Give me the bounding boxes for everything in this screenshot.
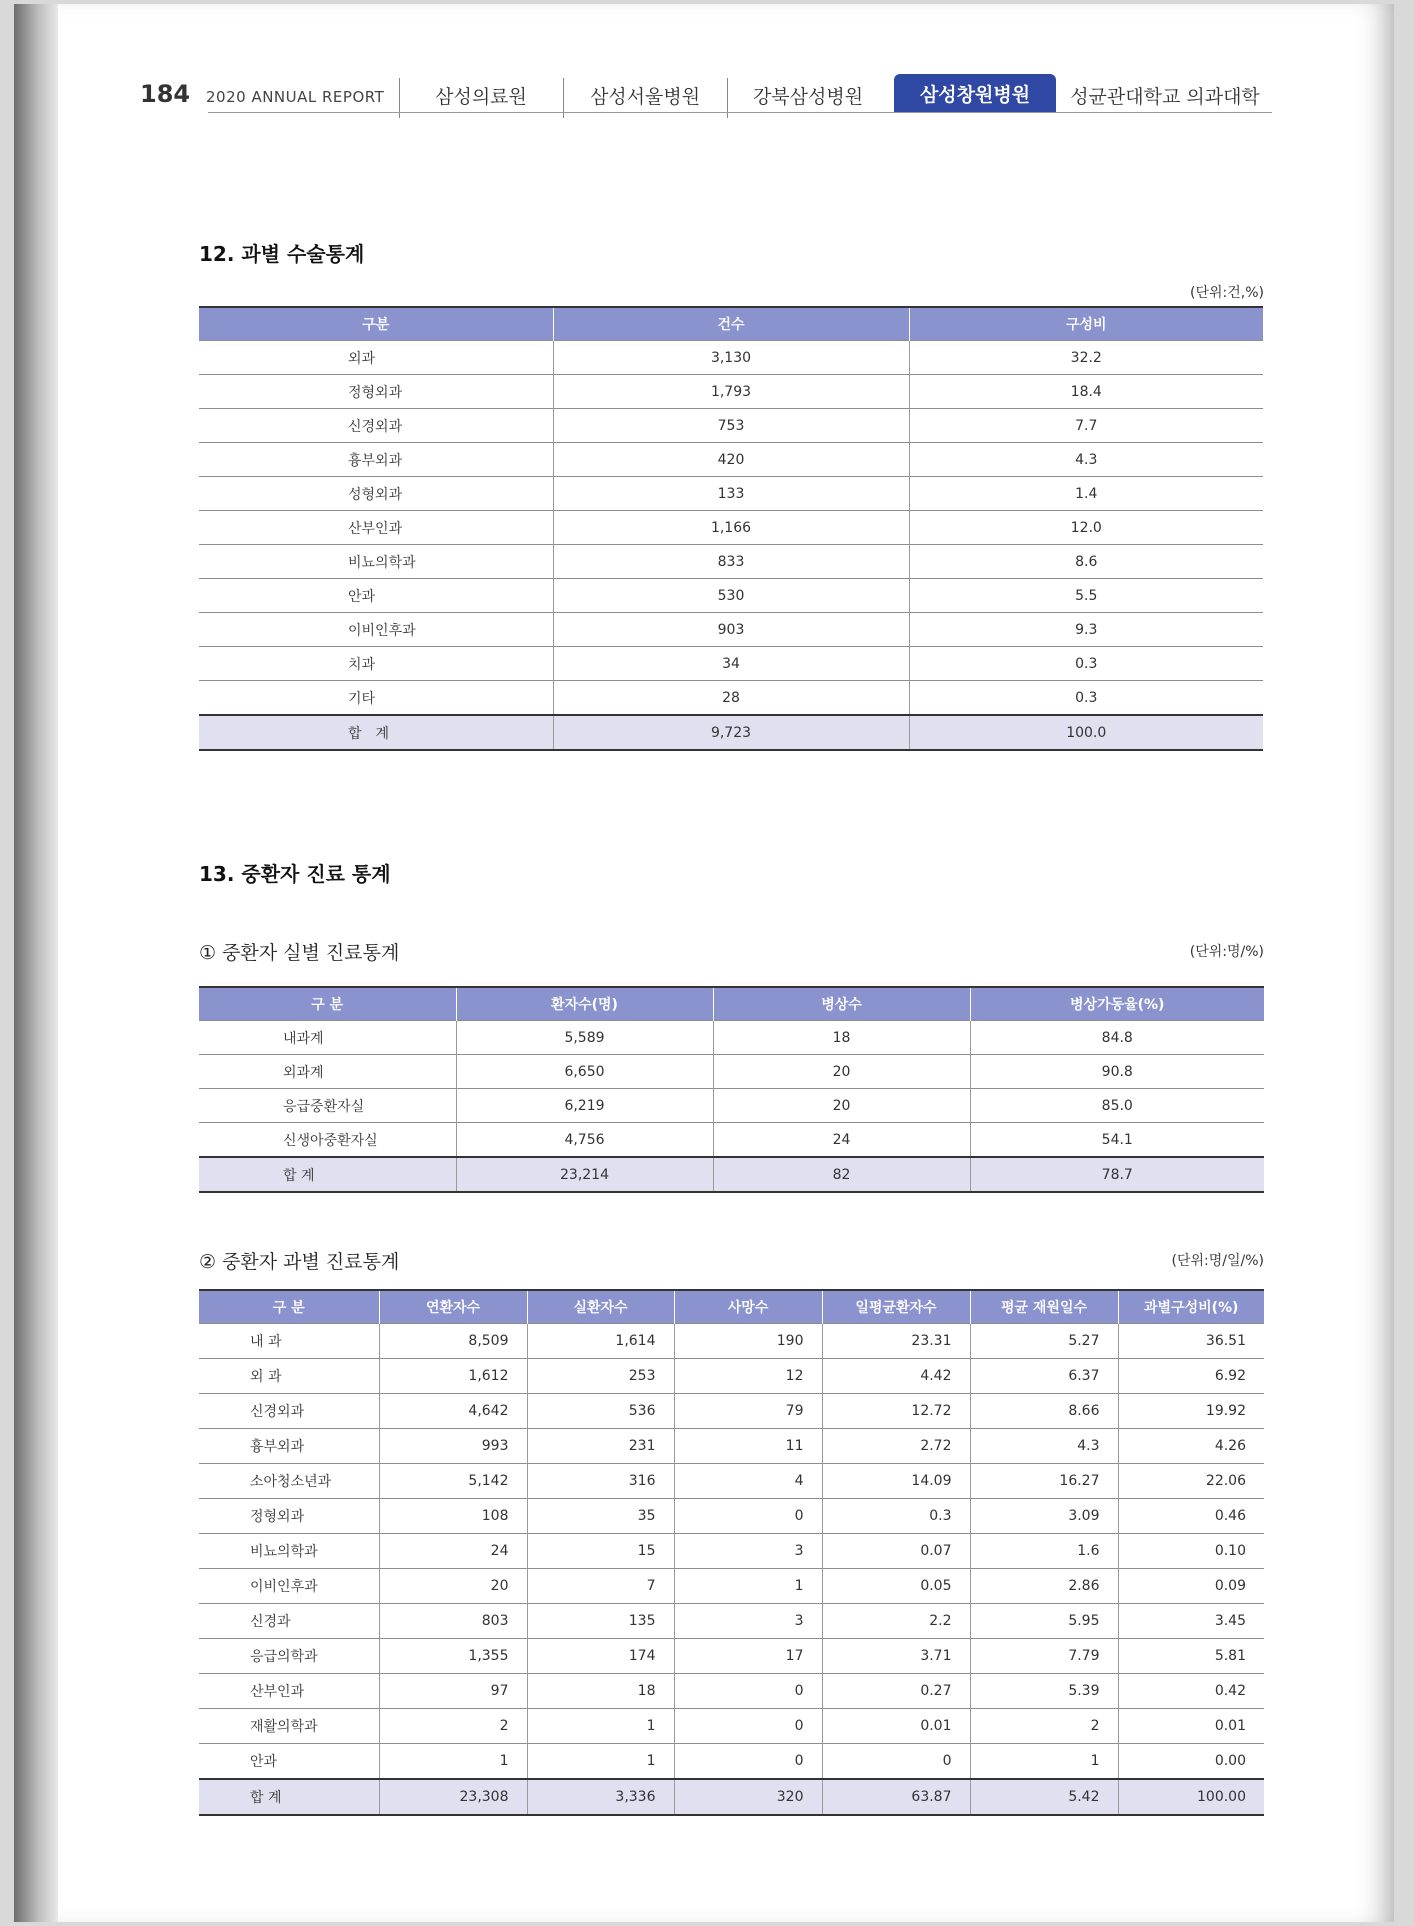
row-label-cell: 안과 [199, 579, 553, 613]
row-label-cell: 재활의학과 [199, 1709, 379, 1744]
table-cell: 6,219 [456, 1089, 713, 1123]
table-cell: 12 [674, 1359, 822, 1394]
row-label-cell: 성형외과 [199, 477, 553, 511]
table-cell: 5,589 [456, 1021, 713, 1055]
table-cell: 4.3 [970, 1429, 1118, 1464]
table-cell: 316 [527, 1464, 674, 1499]
table-row [199, 477, 1263, 511]
table-cell: 4,756 [456, 1123, 713, 1158]
table-cell: 0.3 [909, 681, 1263, 716]
table-cell: 28 [553, 681, 909, 716]
table-cell: 903 [553, 613, 909, 647]
table-row [199, 1429, 1264, 1464]
table-cell: 0.07 [822, 1534, 970, 1569]
table-cell: 14.09 [822, 1464, 970, 1499]
table-cell: 5,142 [379, 1464, 527, 1499]
table-cell: 4.3 [909, 443, 1263, 477]
table-row [199, 1569, 1264, 1604]
table-cell: 135 [527, 1604, 674, 1639]
row-label-cell: 내과계 [199, 1021, 456, 1055]
table-cell: 320 [674, 1779, 822, 1815]
table-cell: 18.4 [909, 375, 1263, 409]
table-cell: 4.42 [822, 1359, 970, 1394]
table-cell: 20 [713, 1055, 970, 1089]
table-cell: 1.6 [970, 1534, 1118, 1569]
table-cell: 0.00 [1118, 1744, 1264, 1780]
table-cell: 0.42 [1118, 1674, 1264, 1709]
table-cell: 18 [713, 1021, 970, 1055]
table-cell: 0 [674, 1499, 822, 1534]
table-total-row [199, 715, 1263, 750]
tab-kangbuk-samsung-hospital[interactable]: 강북삼성병원 [752, 85, 864, 108]
table-cell: 4,642 [379, 1394, 527, 1429]
table-row [199, 511, 1263, 545]
row-label-cell: 이비인후과 [199, 613, 553, 647]
surgery-stats-table [199, 306, 1263, 751]
table-cell: 1 [527, 1744, 674, 1780]
table-cell: 12.0 [909, 511, 1263, 545]
table-cell: 100.0 [909, 715, 1263, 750]
table-cell: 5.27 [970, 1324, 1118, 1359]
table-row [199, 1123, 1264, 1158]
table-cell: 9,723 [553, 715, 909, 750]
row-label-cell: 소아청소년과 [199, 1464, 379, 1499]
table-cell: 753 [553, 409, 909, 443]
table-row [199, 545, 1263, 579]
row-label-cell: 정형외과 [199, 375, 553, 409]
table-cell: 7.79 [970, 1639, 1118, 1674]
table-cell: 23,214 [456, 1157, 713, 1192]
table-row [199, 1744, 1264, 1780]
table-cell: 84.8 [970, 1021, 1264, 1055]
table-cell: 3,130 [553, 341, 909, 375]
table-cell: 17 [674, 1639, 822, 1674]
table-cell: 1 [527, 1709, 674, 1744]
row-label-cell: 외 과 [199, 1359, 379, 1394]
table-cell: 2.86 [970, 1569, 1118, 1604]
section-13-2-unit: (단위:명/일/%) [1171, 1253, 1264, 1269]
table-cell: 0.27 [822, 1674, 970, 1709]
table-cell: 530 [553, 579, 909, 613]
table-cell: 24 [379, 1534, 527, 1569]
table-row [199, 1709, 1264, 1744]
table-cell: 0 [822, 1744, 970, 1780]
table-cell: 20 [713, 1089, 970, 1123]
table-cell: 36.51 [1118, 1324, 1264, 1359]
table-cell: 0.01 [822, 1709, 970, 1744]
table-row [199, 1055, 1264, 1089]
table-cell: 5.95 [970, 1604, 1118, 1639]
section-13-1-unit: (단위:명/%) [1189, 944, 1264, 960]
table-cell: 108 [379, 1499, 527, 1534]
table-row [199, 341, 1263, 375]
table-cell: 2.2 [822, 1604, 970, 1639]
table-cell: 3.09 [970, 1499, 1118, 1534]
table-cell: 3.45 [1118, 1604, 1264, 1639]
row-label-cell: 신경과 [199, 1604, 379, 1639]
table-cell: 18 [527, 1674, 674, 1709]
row-label-cell: 합 계 [199, 715, 553, 750]
table-cell: 97 [379, 1674, 527, 1709]
section-13-title: 13. 중환자 진료 통계 [199, 862, 391, 886]
page-number: 184 [140, 80, 191, 108]
table-cell: 85.0 [970, 1089, 1264, 1123]
tab-samsung-changwon-hospital[interactable]: 삼성창원병원 [894, 74, 1056, 113]
table-cell: 5.5 [909, 579, 1263, 613]
table-cell: 1,355 [379, 1639, 527, 1674]
table-cell: 24 [713, 1123, 970, 1158]
table-cell: 11 [674, 1429, 822, 1464]
table-cell: 2 [970, 1709, 1118, 1744]
table-cell: 231 [527, 1429, 674, 1464]
report-title: 2020 ANNUAL REPORT [206, 88, 385, 106]
table-cell: 1 [970, 1744, 1118, 1780]
column-header: 과별구성비(%) [1118, 1290, 1264, 1324]
tab-skku-medical-school[interactable]: 성균관대학교 의과대학 [1070, 85, 1260, 108]
table-cell: 35 [527, 1499, 674, 1534]
table-cell: 6,650 [456, 1055, 713, 1089]
table-cell: 2.72 [822, 1429, 970, 1464]
table-cell: 79 [674, 1394, 822, 1429]
row-label-cell: 합 계 [199, 1157, 456, 1192]
book-spine [14, 4, 58, 1922]
row-label-cell: 산부인과 [199, 511, 553, 545]
table-cell: 1,614 [527, 1324, 674, 1359]
table-row [199, 375, 1263, 409]
row-label-cell: 신경외과 [199, 1394, 379, 1429]
table-cell: 420 [553, 443, 909, 477]
column-header: 병상가동율(%) [970, 987, 1264, 1021]
table-cell: 0 [674, 1744, 822, 1780]
tab-samsung-medical-center[interactable]: 삼성의료원 [435, 85, 527, 108]
icu-department-stats-table [199, 1289, 1264, 1816]
row-label-cell: 내 과 [199, 1324, 379, 1359]
row-label-cell: 치과 [199, 647, 553, 681]
report-page [58, 4, 1394, 1922]
column-header: 환자수(명) [456, 987, 713, 1021]
table-row [199, 579, 1263, 613]
table-row [199, 1464, 1264, 1499]
table-cell: 19.92 [1118, 1394, 1264, 1429]
table-cell: 54.1 [970, 1123, 1264, 1158]
table-cell: 9.3 [909, 613, 1263, 647]
table-cell: 0.01 [1118, 1709, 1264, 1744]
table-cell: 0 [674, 1709, 822, 1744]
table-cell: 253 [527, 1359, 674, 1394]
table-cell: 3 [674, 1604, 822, 1639]
table-row [199, 1639, 1264, 1674]
table-cell: 4 [674, 1464, 822, 1499]
row-label-cell: 비뇨의학과 [199, 1534, 379, 1569]
table-cell: 7 [527, 1569, 674, 1604]
table-cell: 0.05 [822, 1569, 970, 1604]
table-row [199, 1394, 1264, 1429]
table-cell: 174 [527, 1639, 674, 1674]
row-label-cell: 응급의학과 [199, 1639, 379, 1674]
table-row [199, 1534, 1264, 1569]
table-cell: 20 [379, 1569, 527, 1604]
table-cell: 2 [379, 1709, 527, 1744]
table-cell: 1,793 [553, 375, 909, 409]
table-row [199, 1324, 1264, 1359]
table-cell: 993 [379, 1429, 527, 1464]
table-cell: 1 [674, 1569, 822, 1604]
table-cell: 82 [713, 1157, 970, 1192]
table-cell: 133 [553, 477, 909, 511]
column-header: 구성비 [909, 307, 1263, 341]
table-cell: 23.31 [822, 1324, 970, 1359]
row-label-cell: 산부인과 [199, 1674, 379, 1709]
table-row [199, 443, 1263, 477]
table-cell: 0.46 [1118, 1499, 1264, 1534]
table-cell: 1.4 [909, 477, 1263, 511]
row-label-cell: 이비인후과 [199, 1569, 379, 1604]
row-label-cell: 안과 [199, 1744, 379, 1780]
table-cell: 78.7 [970, 1157, 1264, 1192]
table-cell: 190 [674, 1324, 822, 1359]
row-label-cell: 신경외과 [199, 409, 553, 443]
column-header: 평균 재원일수 [970, 1290, 1118, 1324]
section-13-1-title: ① 중환자 실별 진료통계 [199, 942, 400, 964]
table-cell: 8,509 [379, 1324, 527, 1359]
table-cell: 833 [553, 545, 909, 579]
table-row [199, 1021, 1264, 1055]
table-cell: 15 [527, 1534, 674, 1569]
table-cell: 1 [379, 1744, 527, 1780]
row-label-cell: 정형외과 [199, 1499, 379, 1534]
table-cell: 0.3 [822, 1499, 970, 1534]
table-cell: 12.72 [822, 1394, 970, 1429]
row-label-cell: 비뇨의학과 [199, 545, 553, 579]
column-header: 건수 [553, 307, 909, 341]
table-cell: 23,308 [379, 1779, 527, 1815]
icu-unit-stats-table [199, 986, 1264, 1193]
table-cell: 0.3 [909, 647, 1263, 681]
row-label-cell: 합 계 [199, 1779, 379, 1815]
column-header: 구분 [199, 307, 553, 341]
column-header: 병상수 [713, 987, 970, 1021]
tab-samsung-seoul-hospital[interactable]: 삼성서울병원 [589, 85, 701, 108]
table-cell: 32.2 [909, 341, 1263, 375]
table-cell: 6.92 [1118, 1359, 1264, 1394]
table-cell: 22.06 [1118, 1464, 1264, 1499]
table-row [199, 1359, 1264, 1394]
row-label-cell: 외과 [199, 341, 553, 375]
table-row [199, 647, 1263, 681]
column-header: 구 분 [199, 987, 456, 1021]
table-row [199, 1089, 1264, 1123]
table-cell: 8.66 [970, 1394, 1118, 1429]
table-cell: 3.71 [822, 1639, 970, 1674]
table-row [199, 1674, 1264, 1709]
table-row [199, 1604, 1264, 1639]
table-row [199, 681, 1263, 716]
table-cell: 7.7 [909, 409, 1263, 443]
table-cell: 5.42 [970, 1779, 1118, 1815]
row-label-cell: 신생아중환자실 [199, 1123, 456, 1158]
table-cell: 3,336 [527, 1779, 674, 1815]
row-label-cell: 흉부외과 [199, 443, 553, 477]
table-cell: 0.09 [1118, 1569, 1264, 1604]
table-cell: 16.27 [970, 1464, 1118, 1499]
table-cell: 8.6 [909, 545, 1263, 579]
section-12-unit: (단위:건,%) [1190, 285, 1264, 301]
table-cell: 803 [379, 1604, 527, 1639]
table-total-row [199, 1157, 1264, 1192]
table-cell: 536 [527, 1394, 674, 1429]
header-rule [208, 112, 1272, 113]
section-13-2-title: ② 중환자 과별 진료통계 [199, 1251, 400, 1273]
row-label-cell: 기타 [199, 681, 553, 716]
table-cell: 63.87 [822, 1779, 970, 1815]
table-cell: 4.26 [1118, 1429, 1264, 1464]
column-header: 일평균환자수 [822, 1290, 970, 1324]
table-cell: 1,612 [379, 1359, 527, 1394]
table-row [199, 613, 1263, 647]
section-12-title: 12. 과별 수술통계 [199, 242, 365, 266]
table-total-row [199, 1779, 1264, 1815]
table-cell: 5.39 [970, 1674, 1118, 1709]
row-label-cell: 응급중환자실 [199, 1089, 456, 1123]
table-cell: 6.37 [970, 1359, 1118, 1394]
column-header: 연환자수 [379, 1290, 527, 1324]
table-cell: 5.81 [1118, 1639, 1264, 1674]
table-cell: 0 [674, 1674, 822, 1709]
table-cell: 34 [553, 647, 909, 681]
column-header: 사망수 [674, 1290, 822, 1324]
row-label-cell: 외과계 [199, 1055, 456, 1089]
table-cell: 0.10 [1118, 1534, 1264, 1569]
table-row [199, 1499, 1264, 1534]
table-cell: 1,166 [553, 511, 909, 545]
row-label-cell: 흉부외과 [199, 1429, 379, 1464]
table-cell: 90.8 [970, 1055, 1264, 1089]
column-header: 구 분 [199, 1290, 379, 1324]
column-header: 실환자수 [527, 1290, 674, 1324]
table-cell: 100.00 [1118, 1779, 1264, 1815]
table-cell: 3 [674, 1534, 822, 1569]
table-row [199, 409, 1263, 443]
